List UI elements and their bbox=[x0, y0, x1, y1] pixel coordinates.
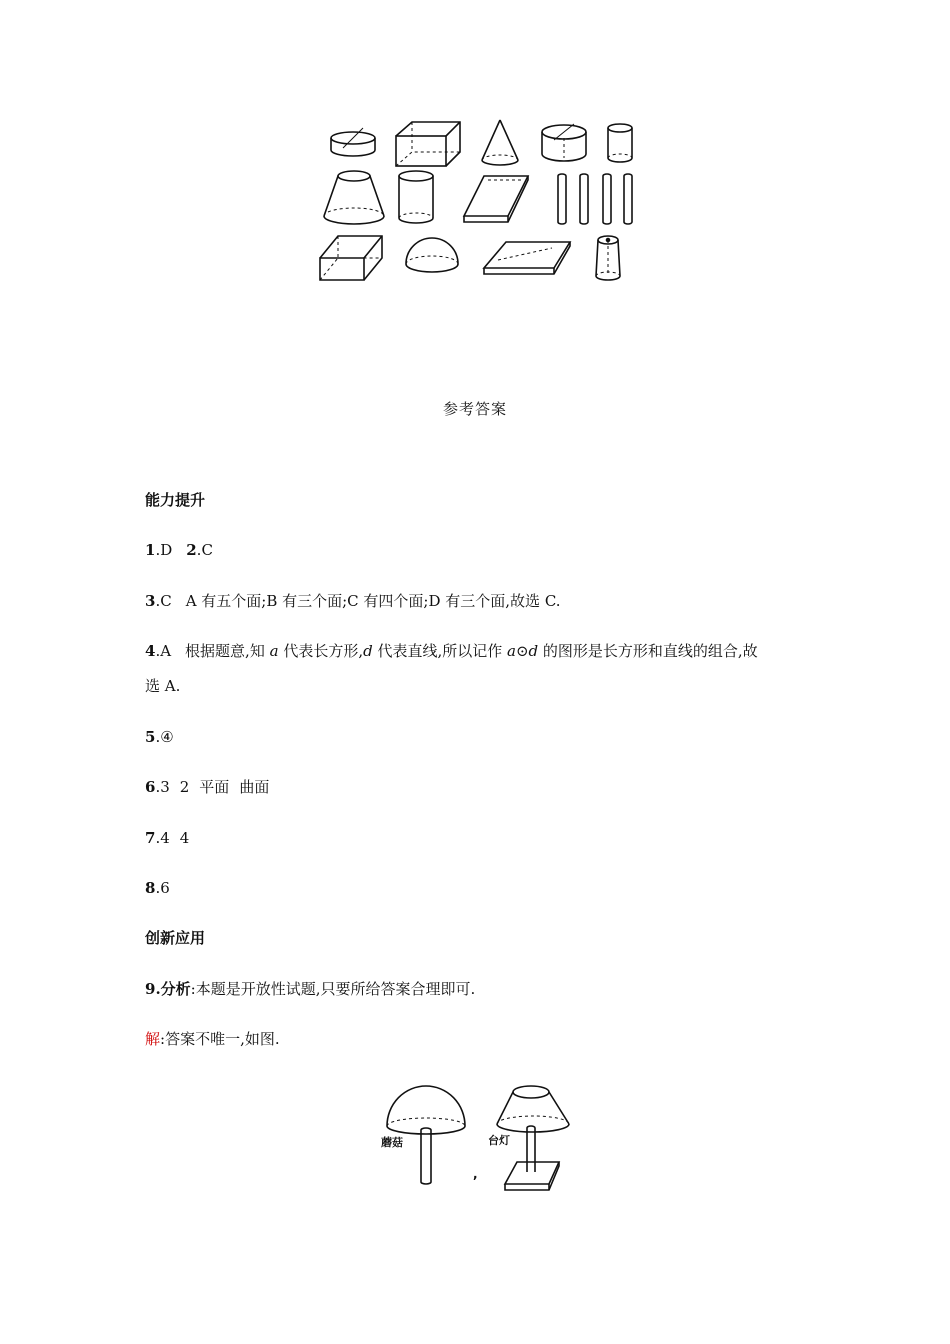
mushroom-lamp-figure bbox=[375, 1080, 575, 1198]
answer-choice: .C bbox=[196, 541, 213, 559]
answer-number: 1 bbox=[145, 541, 156, 559]
analysis-label: .分析 bbox=[155, 980, 191, 998]
answer-number: 7 bbox=[145, 829, 156, 847]
answer-number: 4 bbox=[145, 642, 156, 660]
figure-separator: , bbox=[473, 1167, 478, 1181]
small-cylinder-shape bbox=[608, 124, 632, 162]
flat-slab-shape bbox=[484, 242, 570, 274]
mushroom-shape bbox=[387, 1086, 465, 1184]
answer-line-7 bbox=[145, 828, 189, 848]
answer-explanation: A 有五个面;B 有三个面;C 有四个面;D 有三个面,故选 C. bbox=[185, 592, 561, 610]
answer-value: 曲面 bbox=[239, 778, 270, 796]
long-cuboid-shape bbox=[320, 236, 382, 280]
lamp-label: 台灯 bbox=[488, 1134, 510, 1147]
hemisphere-shape bbox=[406, 238, 458, 272]
answer-line-1-2 bbox=[145, 540, 213, 560]
variable-d: d bbox=[363, 642, 373, 660]
cone-shape bbox=[482, 120, 518, 165]
answer-line-4-cont: 选 A. bbox=[145, 677, 181, 695]
answer-value: 平面 bbox=[199, 778, 230, 796]
solution-text: :答案不唯一,如图. bbox=[160, 1030, 280, 1048]
solution-label: 解 bbox=[145, 1030, 161, 1048]
answer-number: 3 bbox=[145, 592, 156, 610]
answer-line-4 bbox=[145, 641, 758, 661]
flat-prism-shape bbox=[464, 176, 528, 222]
variable-a: a bbox=[269, 642, 279, 660]
mushroom-label: 蘑菇 bbox=[381, 1136, 403, 1149]
answer-line-8 bbox=[145, 878, 170, 898]
large-disc-cylinder-shape bbox=[542, 124, 586, 161]
section-heading-ability: 能力提升 bbox=[145, 491, 206, 509]
answer-value: .3 bbox=[155, 778, 170, 796]
answer-explanation: 根据题意,知 bbox=[185, 642, 270, 660]
answer-explanation: 代表长方形, bbox=[278, 642, 364, 660]
analysis-text: :本题是开放性试题,只要所给答案合理即可. bbox=[190, 980, 476, 998]
cuboid-shape bbox=[396, 122, 460, 166]
answer-value: .4 bbox=[155, 829, 170, 847]
answer-line-3 bbox=[145, 591, 561, 611]
answer-line-6 bbox=[145, 777, 269, 797]
rods-shape bbox=[558, 174, 632, 224]
answer-line-5 bbox=[145, 727, 174, 747]
frustum-shape bbox=[324, 171, 384, 224]
expression-a-odot-d: a⊙d bbox=[507, 642, 539, 660]
answer-explanation: 代表直线,所以记作 bbox=[372, 642, 508, 660]
answer-value: 2 bbox=[179, 778, 190, 796]
answer-line-9 bbox=[145, 979, 475, 999]
solution-line bbox=[145, 1029, 280, 1049]
answer-number: 2 bbox=[186, 541, 197, 559]
disc-cylinder-shape bbox=[331, 128, 375, 156]
answer-number: 8 bbox=[145, 879, 156, 897]
answer-value: .6 bbox=[155, 879, 170, 897]
tall-cylinder-shape bbox=[596, 236, 620, 280]
solids-figure bbox=[318, 118, 638, 286]
answer-explanation: 的图形是长方形和直线的组合,故 bbox=[538, 642, 758, 660]
page-title: 参考答案 bbox=[442, 400, 507, 418]
section-heading-innovation: 创新应用 bbox=[145, 929, 206, 947]
cylinder-shape bbox=[399, 171, 433, 223]
answer-number: 9 bbox=[145, 980, 156, 998]
answer-choice: .A bbox=[155, 642, 172, 660]
answer-number: 5 bbox=[145, 728, 156, 746]
answer-value: 4 bbox=[179, 829, 190, 847]
answer-choice: .C bbox=[155, 592, 172, 610]
answer-choice: .④ bbox=[155, 728, 174, 746]
answer-choice: .D bbox=[155, 541, 173, 559]
answer-number: 6 bbox=[145, 778, 156, 796]
